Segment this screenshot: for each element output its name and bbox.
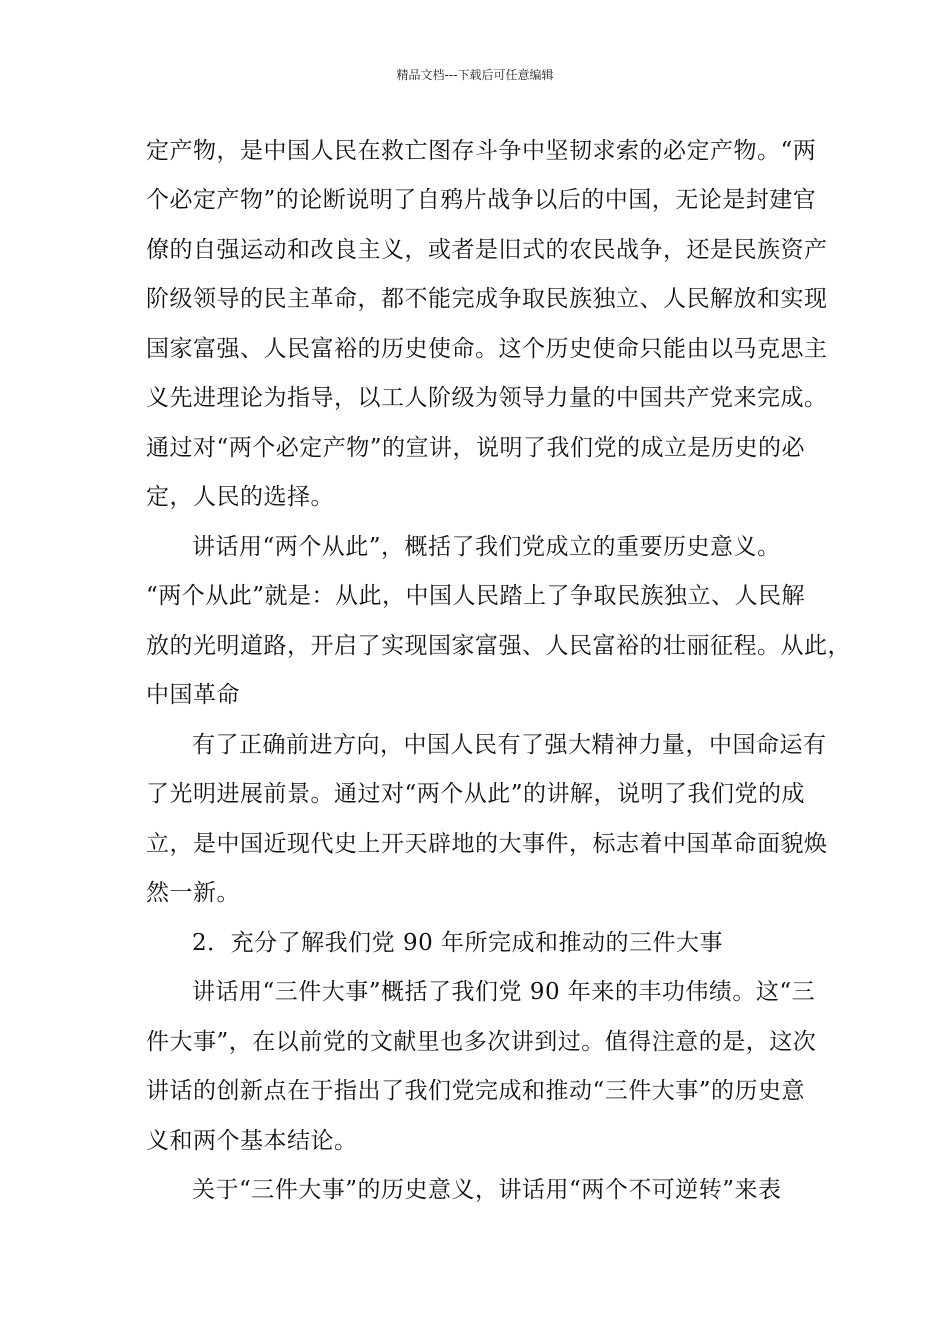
text-line: 通过对“两个必定产物”的宣讲，说明了我们党的成立是历史的必 (146, 435, 806, 461)
text-line: 了光明进展前景。通过对“两个从此”的讲解，说明了我们党的成 (146, 781, 806, 807)
text-line: 中国革命 (146, 682, 240, 708)
text-line: 义先进理论为指导，以工人阶级为领导力量的中国共产党来完成。 (146, 385, 828, 411)
text-line: 放的光明道路，开启了实现国家富强、人民富裕的壮丽征程。从此， (146, 633, 851, 659)
text-line: 有了正确前进方向，中国人民有了强大精神力量，中国命运有 (192, 732, 827, 758)
text-line: 立，是中国近现代史上开天辟地的大事件，标志着中国革命面貌焕 (146, 831, 828, 857)
text-line: 国家富强、人民富裕的历史使命。这个历史使命只能由以马克思主 (146, 336, 828, 362)
section-heading: 2．充分了解我们党 90 年所完成和推动的三件大事 (192, 930, 724, 956)
text-line: 阶级领导的民主革命，都不能完成争取民族独立、人民解放和实现 (146, 286, 828, 312)
text-line: 讲话用“三件大事”概括了我们党 90 年来的丰功伟绩。这“三 (192, 979, 816, 1005)
text-line: 件大事”，在以前党的文献里也多次讲到过。值得注意的是，这次 (146, 1029, 817, 1055)
text-line: 僚的自强运动和改良主义，或者是旧式的农民战争，还是民族资产 (146, 237, 828, 263)
text-line: 定产物，是中国人民在救亡图存斗争中坚韧求索的必定产物。“两 (146, 138, 817, 164)
text-line: 定，人民的选择。 (146, 484, 334, 510)
text-line: 个必定产物”的论断说明了自鸦片战争以后的中国，无论是封建官 (146, 187, 817, 213)
text-line: “两个从此”就是：从此，中国人民踏上了争取民族独立、人民解 (146, 583, 806, 609)
page-header: 精品文档---下载后可任意编辑 (396, 68, 554, 82)
text-line: 然一新。 (146, 880, 240, 906)
text-line: 关于“三件大事”的历史意义，讲话用“两个不可逆转”来表 (192, 1177, 782, 1203)
text-line: 讲话的创新点在于指出了我们党完成和推动“三件大事”的历史意 (146, 1078, 806, 1104)
text-line: 义和两个基本结论。 (146, 1128, 358, 1154)
text-line: 讲话用“两个从此”，概括了我们党成立的重要历史意义。 (192, 534, 781, 560)
